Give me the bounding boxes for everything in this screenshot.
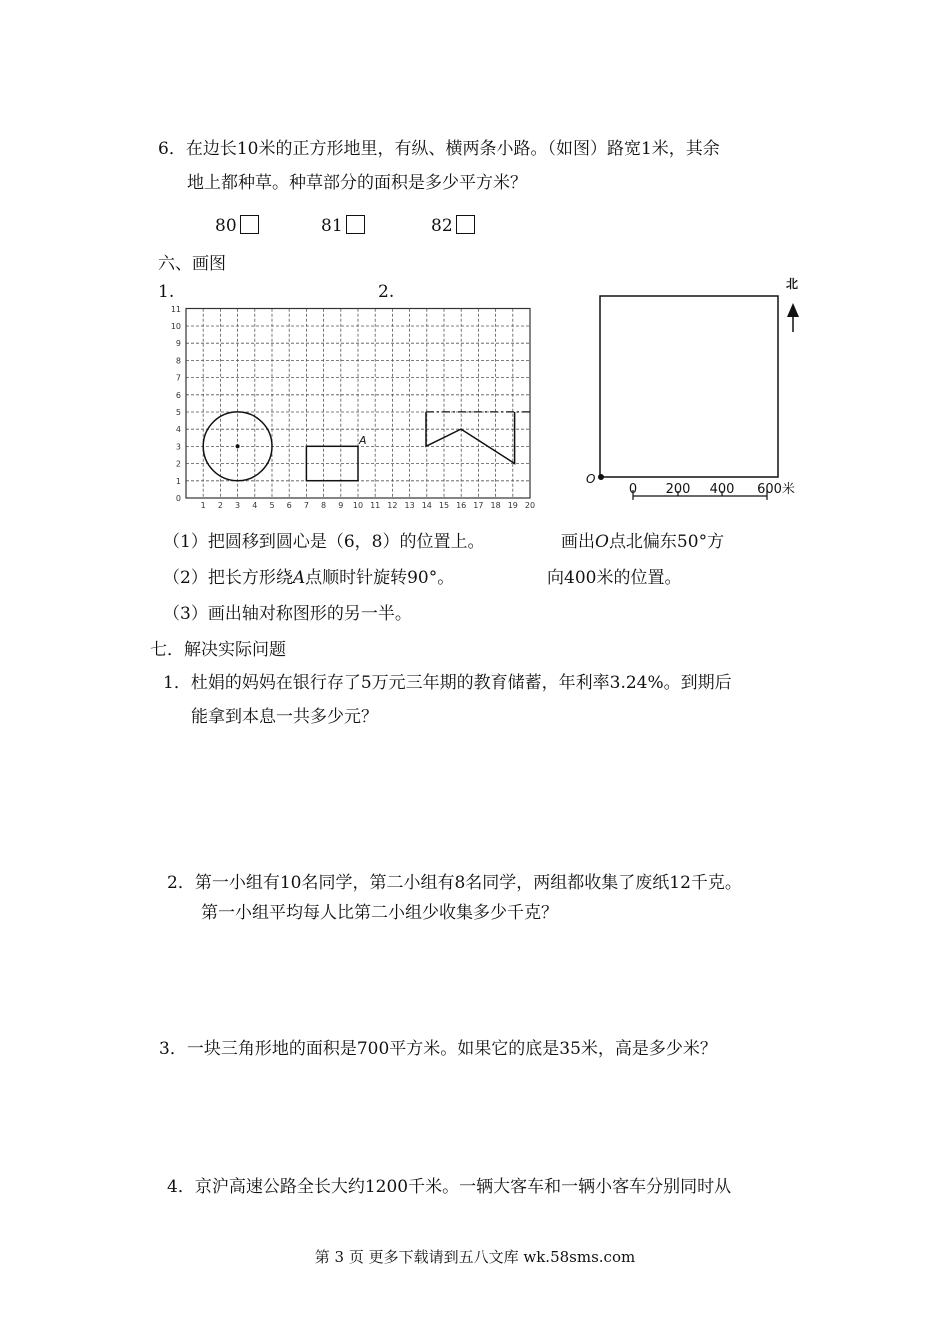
q6-line1: 6．在边长10米的正方形地里，有纵、横两条小路。（如图）路宽1米，其余: [158, 139, 720, 159]
option-82[interactable]: [431, 215, 475, 237]
origin-point: [598, 474, 604, 480]
task2: [163, 567, 454, 589]
origin-label: O: [586, 472, 596, 486]
section6-title: 六、画图: [158, 254, 226, 274]
map-task-pre: 画出: [561, 532, 595, 552]
map-task-line2: 向400米的位置。: [547, 568, 682, 588]
y-tick-label: 3: [175, 442, 181, 452]
page-footer: 第 3 页 更多下载请到五八文库 wk.58sms.com: [314, 1248, 636, 1266]
scale-label-200: 200: [665, 482, 691, 497]
figure2-label: 2.: [378, 282, 395, 302]
north-arrowhead-icon: [787, 303, 799, 317]
option-label: 80: [215, 216, 237, 236]
option-80[interactable]: [215, 215, 259, 237]
x-tick-label: 7: [303, 501, 309, 510]
scale-label-600: 600米: [757, 482, 795, 497]
x-tick-label: 1: [200, 501, 206, 510]
y-tick-label: 11: [170, 304, 181, 314]
y-tick-label: 8: [175, 356, 181, 366]
y-tick-label: 6: [175, 390, 181, 400]
task2-post: 点顺时针旋转90°。: [305, 568, 455, 588]
x-tick-label: 16: [456, 501, 467, 510]
task2-pre: （2）把长方形绕: [163, 568, 293, 588]
scale-label-400: 400: [709, 482, 735, 497]
point-a-label: A: [359, 434, 367, 447]
y-tick-label: 0: [175, 494, 181, 503]
x-tick-label: 3: [235, 501, 241, 510]
task2-var: A: [292, 568, 306, 588]
task1: （1）把圆移到圆心是（6，8）的位置上。: [163, 532, 485, 552]
map-task-post: 点北偏东50°方: [608, 532, 725, 552]
map-frame: [600, 296, 778, 477]
option-81[interactable]: [321, 215, 365, 237]
p4: 4．京沪高速公路全长大约1200千米。一辆大客车和一辆小客车分别同时从: [167, 1177, 732, 1197]
map-task-line1: [561, 531, 724, 553]
x-tick-label: 8: [321, 501, 327, 510]
north-label: 北: [786, 277, 799, 291]
x-tick-label: 19: [507, 501, 518, 510]
checkbox[interactable]: [456, 215, 475, 234]
option-label: 81: [321, 216, 343, 236]
x-tick-label: 18: [490, 501, 501, 510]
x-tick-label: 13: [404, 501, 415, 510]
option-label: 82: [431, 216, 453, 236]
map-figure: [580, 270, 810, 510]
y-tick-label: 2: [175, 459, 181, 469]
checkbox[interactable]: [240, 215, 259, 234]
y-tick-label: 4: [175, 425, 181, 435]
y-tick-label: 5: [175, 408, 181, 417]
map-task-var: O: [595, 532, 609, 552]
p1-line2: 能拿到本息一共多少元？: [191, 707, 378, 727]
task3: （3）画出轴对称图形的另一半。: [163, 604, 412, 624]
x-tick-label: 9: [338, 501, 344, 510]
half-figure: [426, 412, 515, 464]
x-tick-label: 12: [387, 501, 398, 510]
circle-center-dot: [236, 444, 240, 448]
p3: 3．一块三角形地的面积是700平方米。如果它的底是35米，高是多少米？: [159, 1039, 717, 1059]
section7-title: 七．解决实际问题: [150, 640, 286, 660]
y-tick-label: 7: [175, 373, 181, 383]
x-tick-label: 5: [269, 501, 275, 510]
x-tick-label: 4: [252, 501, 258, 510]
x-tick-label: 20: [524, 501, 536, 510]
y-tick-label: 1: [175, 476, 181, 486]
figure1-label: 1.: [158, 282, 175, 302]
checkbox[interactable]: [346, 215, 365, 234]
x-tick-label: 6: [286, 501, 292, 510]
coordinate-grid: [160, 300, 545, 515]
x-tick-label: 2: [217, 501, 223, 510]
y-tick-label: 9: [175, 339, 181, 349]
y-tick-label: 10: [170, 322, 181, 331]
x-tick-label: 11: [370, 501, 381, 510]
p2-line1: 2．第一小组有10名同学，第二小组有8名同学，两组都收集了废纸12千克。: [167, 873, 742, 893]
x-tick-label: 15: [438, 501, 450, 510]
x-tick-label: 10: [352, 501, 364, 510]
q6-line2: 地上都种草。种草部分的面积是多少平方米？: [187, 173, 527, 193]
p1-line1: 1．杜娟的妈妈在银行存了5万元三年期的教育储蓄，年利率3.24%。到期后: [163, 673, 732, 693]
p2-line2: 第一小组平均每人比第二小组少收集多少千克？: [201, 903, 558, 923]
x-tick-label: 17: [473, 501, 484, 510]
x-tick-label: 14: [421, 501, 432, 510]
scale-label-0: 0: [628, 482, 638, 497]
